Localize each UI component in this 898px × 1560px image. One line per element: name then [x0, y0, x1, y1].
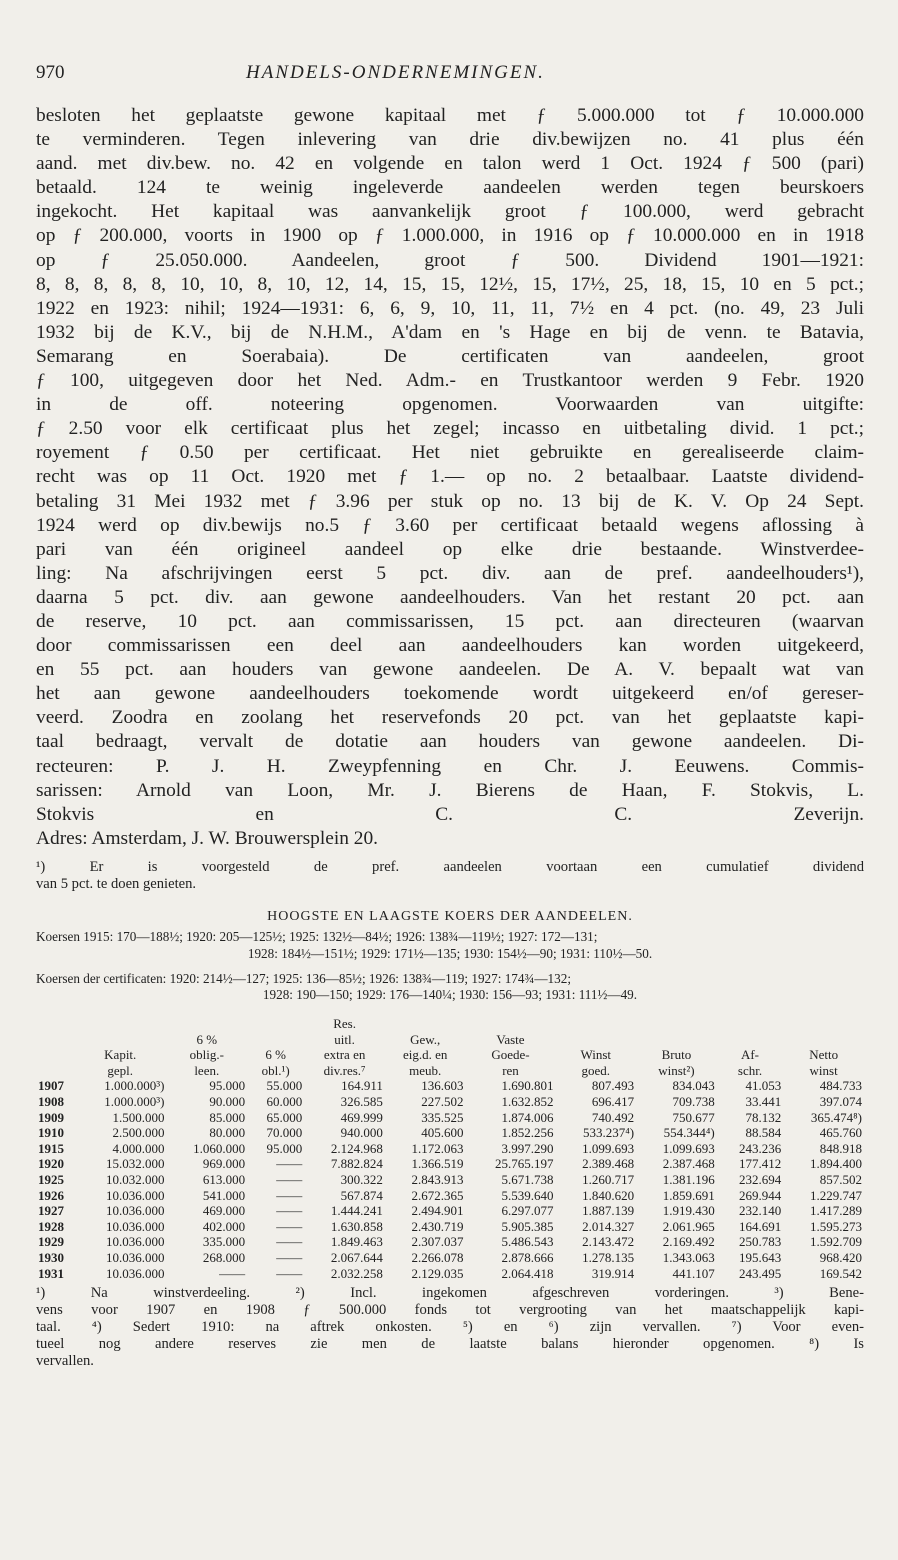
table-header-cell: ren	[502, 1062, 519, 1078]
table-cell: 1.690.801	[501, 1078, 554, 1094]
table-cell: 95.000	[209, 1078, 246, 1094]
table-cell: ——	[276, 1250, 303, 1265]
text-line: Semarang en Soerabaia). De certificaten van aandeelen, groot	[36, 345, 864, 367]
table-header-cell	[555, 1032, 636, 1048]
share-quotes	[36, 929, 864, 1004]
table-header-cell	[36, 1047, 74, 1063]
table-cell: 10.036.000	[105, 1234, 165, 1250]
table-header-cell	[555, 1016, 636, 1032]
table-year-cell: 1927	[38, 1203, 64, 1219]
text-line: taal bedraagt, vervalt de dotatie aan houders van gewone aandeelen. Di-	[36, 731, 864, 753]
table-cell: 243.495	[739, 1265, 782, 1281]
text-line: recht was op 11 Oct. 1920 met ƒ 1.— op no. 2 betaalbaar. Laatste dividend-	[36, 466, 864, 488]
table-cell: ——	[276, 1156, 303, 1172]
table-cell: 613.000	[202, 1172, 246, 1188]
table-cell: 1.632.852	[501, 1094, 554, 1110]
table-cell: 33.441	[745, 1094, 782, 1110]
table-header-cell: schr.	[737, 1062, 763, 1078]
table-cell: 1.417.289	[810, 1203, 862, 1219]
text-line: in de off. noteering opgenomen. Voorwaarden van uitgifte:	[36, 394, 864, 416]
table-cell: 1.000.000³)	[104, 1078, 165, 1094]
text-line: ƒ 100, uitgegeven door het Ned. Adm.- en Trustkantoor werden 9 Febr. 1920	[36, 370, 864, 392]
table-cell: 709.738	[672, 1094, 715, 1110]
text-line: de reserve, 10 pct. aan commissarissen, 15 pct. aan directeuren (waarvan	[36, 610, 864, 632]
table-cell: 177.412	[739, 1156, 782, 1172]
table-cell: 441.107	[672, 1265, 715, 1281]
table-header-cell	[636, 1032, 717, 1048]
table-cell: 88.584	[745, 1125, 782, 1141]
table-cell: 740.492	[591, 1109, 635, 1125]
table-header-cell: extra en	[323, 1047, 366, 1063]
text-line: Stokvis en C. C. Zeverijn.	[36, 803, 864, 825]
table-cell: 335.000	[202, 1234, 246, 1250]
table-cell: 2.672.365	[411, 1187, 464, 1203]
table-header-cell: leen.	[194, 1062, 220, 1078]
table-cell: 465.760	[819, 1125, 862, 1141]
table-cell: 2.878.666	[501, 1250, 554, 1265]
table-header-cell	[783, 1032, 864, 1048]
table-header-cell	[74, 1016, 166, 1032]
table-row	[36, 1141, 864, 1157]
table-cell: 1.852.256	[501, 1125, 554, 1141]
table-cell: 1.099.693	[582, 1140, 635, 1156]
table-cell: 1.366.519	[411, 1156, 464, 1172]
financial-table	[36, 1016, 864, 1281]
table-cell: 1.500.000	[112, 1109, 165, 1125]
share-quotes-line: 1928: 184½—151½; 1929: 171½—135; 1930: 154½—90; 1931: 110½—50.	[247, 945, 653, 961]
text-line: betaling 31 Mei 1932 met ƒ 3.96 per stuk op no. 13 bij de K. V. Op 24 Sept.	[36, 490, 864, 512]
table-header-cell	[717, 1032, 784, 1048]
table-header-cell	[36, 1063, 74, 1079]
table-row	[36, 1219, 864, 1235]
table-header-cell	[783, 1016, 864, 1032]
table-cell: 696.417	[591, 1094, 635, 1110]
table-cell: 1.381.196	[662, 1172, 715, 1188]
table-cell: 326.585	[340, 1094, 383, 1110]
table-header-cell: uitl.	[334, 1031, 355, 1047]
table-cell: 1.444.241	[330, 1203, 383, 1219]
table-cell: 469.999	[340, 1109, 383, 1125]
running-header	[36, 62, 864, 102]
table-cell: 25.765.197	[494, 1156, 554, 1172]
table-cell: 6.297.077	[501, 1203, 554, 1219]
table-cell: 232.140	[739, 1203, 782, 1219]
table-header-cell: obl.¹)	[261, 1062, 290, 1078]
table-cell: 2.500.000	[112, 1125, 165, 1141]
table-cell: 85.000	[209, 1109, 246, 1125]
table-cell: 750.677	[672, 1109, 715, 1125]
table-cell: ——	[276, 1218, 303, 1234]
table-cell: 10.036.000	[105, 1250, 165, 1265]
table-cell: 65.000	[266, 1109, 303, 1125]
table-year-cell: 1920	[38, 1156, 64, 1172]
table-header-cell	[74, 1032, 166, 1048]
table-header-row	[36, 1032, 864, 1048]
table-header-cell	[466, 1016, 556, 1032]
table-cell: 484.733	[819, 1078, 862, 1094]
table-cell: 1.919.430	[662, 1203, 715, 1219]
page-number: 970	[36, 62, 65, 83]
table-row	[36, 1250, 864, 1266]
table-header-row	[36, 1047, 864, 1063]
text-line: 1924 werd op div.bewijs no.5 ƒ 3.60 per certificaat betaald wegens aflossing à	[36, 514, 864, 536]
table-year-cell: 1915	[38, 1140, 64, 1156]
text-line: 8, 8, 8, 8, 8, 10, 10, 8, 10, 12, 14, 15, 15, 12½, 15, 17½, 25, 18, 15, 10 en 5 pct.;	[36, 273, 864, 295]
table-year-cell: 1926	[38, 1187, 64, 1203]
text-line: het aan gewone aandeelhouders toekomende wordt uitgekeerd en/of gereser-	[36, 683, 864, 705]
table-cell: 7.882.824	[330, 1156, 383, 1172]
table-cell: 169.542	[819, 1265, 862, 1281]
table-row	[36, 1078, 864, 1094]
table-header-row	[36, 1063, 864, 1079]
table-header-cell: Netto	[809, 1047, 839, 1063]
table-cell: ——	[276, 1203, 303, 1219]
table-header-cell: Kapit.	[104, 1047, 137, 1063]
table-header-cell: eig.d. en	[403, 1047, 448, 1063]
table-footnote-line: vervallen.	[36, 1353, 94, 1370]
table-cell: 1.172.063	[411, 1140, 464, 1156]
table-cell: 300.322	[340, 1172, 383, 1188]
table-row	[36, 1266, 864, 1282]
text-line: veerd. Zoodra en zoolang het reservefonds 20 pct. van het geplaatste kapi-	[36, 707, 864, 729]
footnote-line: van 5 pct. te doen genieten.	[36, 875, 197, 892]
table-cell: 1.260.717	[582, 1172, 635, 1188]
table-header-cell: Bruto	[661, 1047, 692, 1063]
table-cell: 195.643	[739, 1250, 782, 1265]
table-cell: 60.000	[266, 1094, 303, 1110]
table-footnote-line: taal. ⁴) Sedert 1910: na aftrek onkosten. ⁵) en ⁶) zijn vervallen. ⁷) Voor even-	[36, 1319, 864, 1336]
table-year-cell: 1907	[38, 1078, 64, 1094]
table-year-cell: 1928	[38, 1218, 64, 1234]
table-cell: 2.061.965	[662, 1218, 715, 1234]
table-cell: 1.859.691	[662, 1187, 715, 1203]
table-cell: 10.036.000	[105, 1265, 165, 1281]
table-cell: 335.525	[421, 1109, 464, 1125]
table-cell: 3.997.290	[501, 1140, 554, 1156]
table-cell: 1.894.400	[810, 1156, 862, 1172]
table-cell: ——	[276, 1172, 303, 1188]
table-cell: 857.502	[819, 1172, 862, 1188]
certificate-quotes-line: Koersen der certificaten: 1920: 214½—127; 1925: 136—85½; 1926: 138¾—119; 1927: 174¾—132;	[36, 970, 572, 986]
table-header-cell: winst²)	[658, 1062, 695, 1078]
text-line: besloten het geplaatste gewone kapitaal met ƒ 5.000.000 tot ƒ 10.000.000	[36, 105, 864, 126]
text-line: door commissarissen een deel aan aandeelhouders kan worden uitgekeerd,	[36, 635, 864, 657]
table-cell: 268.000	[202, 1250, 246, 1265]
footnote	[36, 859, 864, 893]
table-cell: 41.053	[745, 1078, 782, 1094]
table-row	[36, 1094, 864, 1110]
table-cell: 1.874.006	[501, 1109, 554, 1125]
table-cell: 541.000	[202, 1187, 246, 1203]
table-cell: 1.229.747	[810, 1187, 862, 1203]
text-line: aand. met div.bew. no. 42 en volgende en talon werd 1 Oct. 1924 ƒ 500 (pari)	[36, 153, 864, 175]
table-cell: 10.036.000	[105, 1187, 165, 1203]
text-line: recteuren: P. J. H. Zweypfenning en Chr. J. Eeuwens. Commis-	[36, 755, 864, 777]
table-cell: 567.874	[340, 1187, 383, 1203]
table-header-cell	[636, 1016, 717, 1032]
quotes-heading: HOOGSTE EN LAAGSTE KOERS DER AANDEELEN.	[267, 908, 633, 924]
table-cell: 2.494.901	[411, 1203, 464, 1219]
table-header-cell: Winst	[580, 1047, 612, 1063]
table-cell: 2.067.644	[330, 1250, 383, 1265]
table-cell: 2.169.492	[662, 1234, 715, 1250]
table-year-cell: 1929	[38, 1234, 64, 1250]
table-header-cell	[385, 1016, 466, 1032]
table-year-cell: 1909	[38, 1109, 64, 1125]
table-cell: 227.502	[421, 1094, 464, 1110]
table-row	[36, 1188, 864, 1204]
table-cell: 1.592.709	[810, 1234, 862, 1250]
table-cell: 1.099.693	[662, 1140, 715, 1156]
table-cell: 136.603	[421, 1078, 464, 1094]
table-cell: 1.849.463	[330, 1234, 383, 1250]
table-cell: 10.036.000	[105, 1218, 165, 1234]
table-cell: 2.143.472	[582, 1234, 635, 1250]
table-header-cell: Af-	[740, 1047, 760, 1063]
table-header-cell	[247, 1016, 304, 1032]
table-cell: 5.671.738	[501, 1172, 554, 1188]
text-line: daarna 5 pct. div. aan gewone aandeelhouders. Van het restant 20 pct. aan	[36, 586, 864, 608]
table-cell: 319.914	[591, 1265, 635, 1281]
table-cell: 807.493	[591, 1078, 635, 1094]
table-cell: 402.000	[202, 1218, 246, 1234]
text-line: ingekocht. Het kapitaal was aanvankelijk groot ƒ 100.000, werd gebracht	[36, 201, 864, 223]
table-cell: 232.694	[739, 1172, 782, 1188]
text-line: royement ƒ 0.50 per certificaat. Het niet gebruikte en gerealiseerde claim-	[36, 442, 864, 464]
table-cell: 2.064.418	[501, 1265, 554, 1281]
table-header-cell: meub.	[409, 1062, 442, 1078]
table-cell: 5.539.640	[501, 1187, 554, 1203]
certificate-quotes-line: 1928: 190—150; 1929: 176—140¼; 1930: 156—93; 1931: 111½—49.	[262, 987, 638, 1003]
table-cell: 554.344⁴)	[663, 1125, 715, 1141]
table-header-cell	[36, 1032, 74, 1048]
table-year-cell: 1910	[38, 1125, 64, 1141]
share-quotes-line: Koersen 1915: 170—188½; 1920: 205—125½; 1925: 132½—84½; 1926: 138¾—119½; 1927: 172—131;	[36, 928, 598, 944]
table-cell: ——	[276, 1187, 303, 1203]
table-cell: 405.600	[421, 1125, 464, 1141]
text-line: te verminderen. Tegen inlevering van drie div.bewijzen no. 41 plus één	[36, 129, 864, 151]
table-cell: 1.343.063	[662, 1250, 715, 1265]
table-cell: 2.124.968	[330, 1140, 383, 1156]
running-title: HANDELS-ONDERNEMINGEN.	[246, 62, 545, 83]
text-line: betaald. 124 te weinig ingeleverde aandeelen werden tegen beurskoers	[36, 177, 864, 199]
table-header-cell: winst	[809, 1062, 838, 1078]
table-cell: 969.000	[202, 1156, 246, 1172]
table-cell: 1.887.139	[582, 1203, 635, 1219]
company-description	[36, 104, 864, 851]
table-header-cell: gepl.	[107, 1062, 134, 1078]
table-cell: 90.000	[209, 1094, 246, 1110]
table-header-cell	[166, 1016, 247, 1032]
table-footnotes	[36, 1285, 864, 1370]
table-cell: 78.132	[745, 1109, 782, 1125]
table-cell: 1.060.000	[193, 1140, 246, 1156]
text-line: en 55 pct. aan houders van gewone aandeelen. De A. V. bepaalt wat van	[36, 659, 864, 681]
table-cell: 2.014.327	[582, 1218, 635, 1234]
table-cell: 1.000.000³)	[104, 1094, 165, 1110]
table-cell: 365.474⁸)	[810, 1109, 862, 1125]
text-line: Adres: Amsterdam, J. W. Brouwersplein 20.	[36, 827, 378, 849]
table-cell: 5.905.385	[501, 1218, 554, 1234]
text-line: pari van één origineel aandeel op elke drie bestaande. Winstverdee-	[36, 538, 864, 560]
table-cell: 80.000	[209, 1125, 246, 1141]
table-cell: 2.032.258	[330, 1265, 383, 1281]
table-header-cell: Vaste	[496, 1031, 525, 1047]
table-cell: 70.000	[266, 1125, 303, 1141]
table-cell: 164.691	[739, 1218, 782, 1234]
table-cell: 2.129.035	[411, 1265, 464, 1281]
table-cell: 1.630.858	[330, 1218, 383, 1234]
table-cell: 469.000	[202, 1203, 246, 1219]
table-cell: 2.266.078	[411, 1250, 464, 1265]
table-cell: 968.420	[819, 1250, 862, 1265]
table-cell: 2.389.468	[582, 1156, 635, 1172]
table-header-cell: Goede-	[491, 1047, 530, 1063]
table-header-cell: div.res.⁷	[323, 1062, 366, 1078]
text-line: ling: Na afschrijvingen eerst 5 pct. div. aan de pref. aandeelhouders¹),	[36, 562, 864, 584]
table-header-cell: 6 %	[196, 1031, 218, 1047]
table-cell: 397.074	[819, 1094, 862, 1110]
table-cell: 1.840.620	[582, 1187, 635, 1203]
table-header-row	[36, 1016, 864, 1032]
table-row	[36, 1156, 864, 1172]
table-header-cell	[717, 1016, 784, 1032]
table-footnote-line: tueel nog andere reserves zie men de laatste balans hieronder opgenomen. ⁸) Is	[36, 1336, 864, 1353]
table-footnote-line: ¹) Na winstverdeeling. ²) Incl. ingekomen afgeschreven vorderingen. ³) Bene-	[36, 1285, 864, 1302]
table-cell: 1.278.135	[582, 1250, 635, 1265]
table-cell: 940.000	[340, 1125, 383, 1141]
table-header-cell: goed.	[581, 1062, 611, 1078]
table-cell: 55.000	[266, 1078, 303, 1094]
table-header-cell: oblig.-	[189, 1047, 224, 1063]
table-cell: 2.307.037	[411, 1234, 464, 1250]
table-footnote-line: vens voor 1907 en 1908 ƒ 500.000 fonds tot vergrooting van het maatschappelijk kapi-	[36, 1302, 864, 1319]
table-header-cell: Res.	[333, 1016, 356, 1032]
table-header-cell: Gew.,	[410, 1031, 441, 1047]
table-row	[36, 1172, 864, 1188]
table-cell: 2.843.913	[411, 1172, 464, 1188]
table-cell: ——	[276, 1234, 303, 1250]
table-cell: 250.783	[739, 1234, 782, 1250]
text-line: op ƒ 25.050.000. Aandeelen, groot ƒ 500. Dividend 1901—1921:	[36, 249, 864, 271]
table-header-cell: 6 %	[265, 1047, 286, 1063]
table-header-cell	[247, 1032, 304, 1048]
table-cell: ——	[276, 1265, 303, 1281]
table-cell: 2.430.719	[411, 1218, 464, 1234]
table-cell: 15.032.000	[105, 1156, 165, 1172]
table-cell: 2.387.468	[662, 1156, 715, 1172]
table-cell: 269.944	[739, 1187, 782, 1203]
table-year-cell: 1925	[38, 1172, 64, 1188]
table-cell: 533.237⁴)	[582, 1125, 635, 1141]
table-row	[36, 1110, 864, 1126]
text-line: op ƒ 200.000, voorts in 1900 op ƒ 1.000.000, in 1916 op ƒ 10.000.000 en in 1918	[36, 225, 864, 247]
table-cell: 164.911	[341, 1078, 383, 1094]
table-header-cell	[36, 1016, 74, 1032]
table-cell: 4.000.000	[112, 1140, 165, 1156]
table-year-cell: 1908	[38, 1094, 64, 1110]
table-cell: 243.236	[739, 1140, 782, 1156]
table-year-cell: 1931	[38, 1265, 64, 1281]
text-line: 1922 en 1923: nihil; 1924—1931: 6, 6, 9, 10, 11, 11, 7½ en 4 pct. (no. 49, 23 Juli	[36, 297, 864, 319]
table-cell: 834.043	[672, 1078, 715, 1094]
table-cell: 95.000	[266, 1140, 303, 1156]
table-cell: 5.486.543	[501, 1234, 554, 1250]
text-line: sarissen: Arnold van Loon, Mr. J. Bierens de Haan, F. Stokvis, L.	[36, 779, 864, 801]
table-cell: 848.918	[819, 1140, 862, 1156]
table-cell: 1.595.273	[810, 1218, 862, 1234]
table-year-cell: 1930	[38, 1250, 64, 1265]
table-row	[36, 1234, 864, 1250]
table-row	[36, 1203, 864, 1219]
text-line: ƒ 2.50 voor elk certificaat plus het zegel; incasso en uitbetaling divid. 1 pct.;	[36, 418, 864, 440]
table-cell: 10.036.000	[105, 1203, 165, 1219]
table-cell: 10.032.000	[105, 1172, 165, 1188]
footnote-line: ¹) Er is voorgesteld de pref. aandeelen voortaan een cumulatief dividend	[36, 858, 864, 875]
table-row	[36, 1125, 864, 1141]
text-line: 1932 bij de K.V., bij de N.H.M., A'dam en 's Hage en bij de venn. te Batavia,	[36, 321, 864, 343]
table-cell: ——	[219, 1265, 246, 1281]
